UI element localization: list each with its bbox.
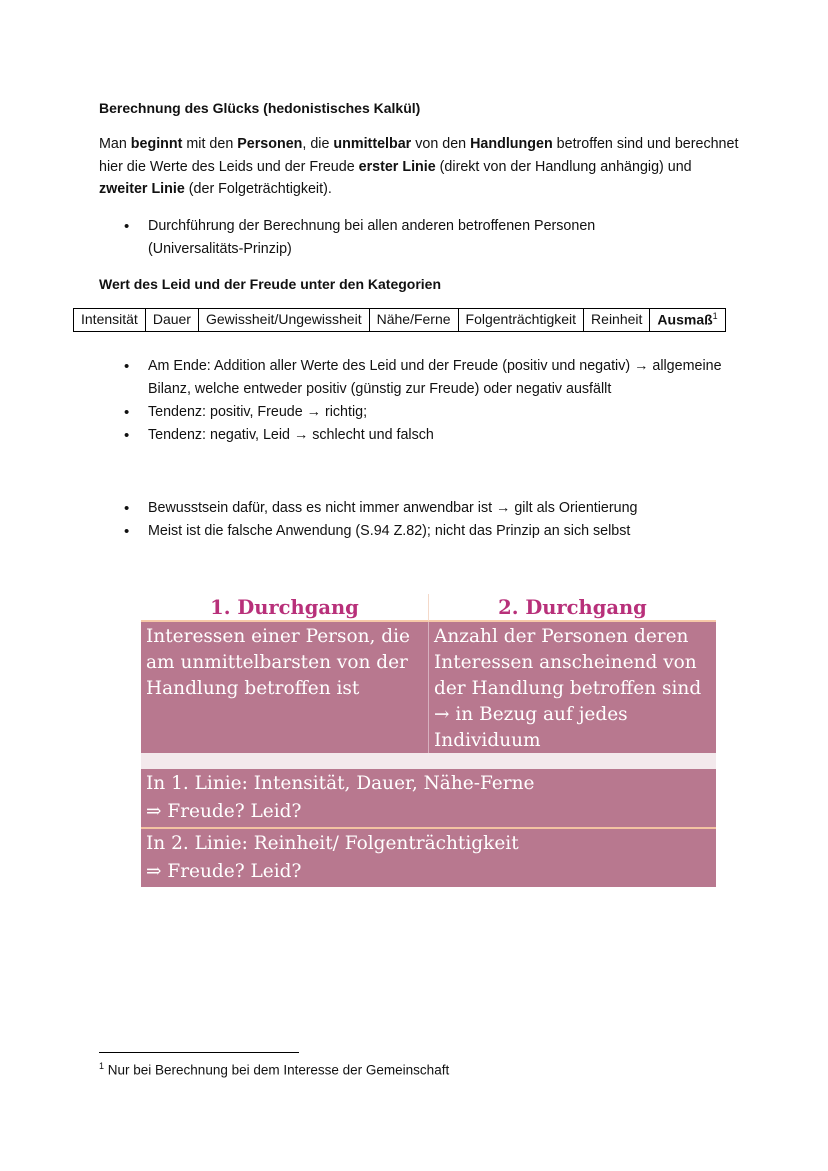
second-line-question: ⇒ Freude? Leid?	[146, 861, 302, 882]
category-cell: Gewissheit/Ungewissheit	[198, 309, 369, 332]
list-item: • Meist ist die falsche Anwendung (S.94 Z.82); nicht das Prinzip an sich selbst	[124, 520, 764, 543]
table-row	[74, 309, 726, 332]
intro-paragraph: Man beginnt mit den Personen, die unmittelbar von den Handlungen betroffen sind und berechnet hier die Werte des Leids und der Freude erster Linie (direkt von der Handlung anhängig) und zweiter Linie (der Folgeträchtigkeit).	[99, 136, 739, 197]
durchgang-diagram	[141, 594, 716, 887]
bullet-list-balance	[124, 355, 744, 447]
durchgang-1-heading: 1. Durchgang	[141, 594, 429, 622]
category-cell: Intensität	[74, 309, 146, 332]
categories-table	[73, 308, 726, 332]
diagram-header	[141, 594, 716, 622]
bullet-list-awareness	[124, 497, 764, 543]
category-cell: Dauer	[145, 309, 198, 332]
diagram-columns	[141, 622, 716, 753]
list-item: • Durchführung der Berechnung bei allen anderen betroffenen Personen (Universalitäts-Prinzip)	[124, 215, 644, 261]
durchgang-1-text: Interessen einer Person, die am unmittelbarsten von der Handlung betroffen ist	[141, 622, 429, 753]
category-cell: Nähe/Ferne	[369, 309, 458, 332]
footnote-mark: 1	[99, 1061, 105, 1071]
category-cell: Folgenträchtigkeit	[458, 309, 584, 332]
footnote	[99, 1061, 449, 1078]
bullet-list-universal	[124, 215, 644, 261]
second-line-criteria: In 2. Linie: Reinheit/ Folgenträchtigkeit	[146, 833, 519, 854]
category-cell: Reinheit	[584, 309, 650, 332]
footnote-divider	[99, 1052, 299, 1053]
durchgang-2-text: Anzahl der Personen deren Interessen anscheinend von der Handlung betroffen sind → in Bezug auf jedes Individuum	[434, 626, 702, 751]
category-cell-last: Ausmaß$^1$	[650, 309, 725, 332]
diagram-gap	[141, 753, 716, 769]
footnote-text: Nur bei Berechnung bei dem Interesse der Gemeinschaft	[104, 1062, 450, 1078]
page-title: Berechnung des Glücks (hedonistisches Kalkül)	[99, 100, 421, 116]
first-line-criteria: In 1. Linie: Intensität, Dauer, Nähe-Ferne	[146, 773, 535, 794]
list-item: • Bewusstsein dafür, dass es nicht immer anwendbar ist → gilt als Orientierung	[124, 497, 764, 520]
second-line-box	[141, 829, 716, 887]
first-line-box	[141, 769, 716, 829]
first-line-question: ⇒ Freude? Leid?	[146, 801, 302, 822]
categories-heading: Wert des Leid und der Freude unter den Kategorien	[99, 276, 442, 292]
list-item: • Tendenz: negativ, Leid → schlecht und falsch	[124, 424, 744, 447]
footnote-reference[interactable]: 1	[712, 311, 718, 321]
list-item: • Am Ende: Addition aller Werte des Leid und der Freude (positiv und negativ) → allgemeine Bilanz, welche entweder positiv (günstig zur Freude) oder negativ ausfällt	[124, 355, 744, 401]
list-item: • Tendenz: positiv, Freude → richtig;	[124, 401, 744, 424]
durchgang-2-heading: 2. Durchgang	[429, 594, 716, 622]
